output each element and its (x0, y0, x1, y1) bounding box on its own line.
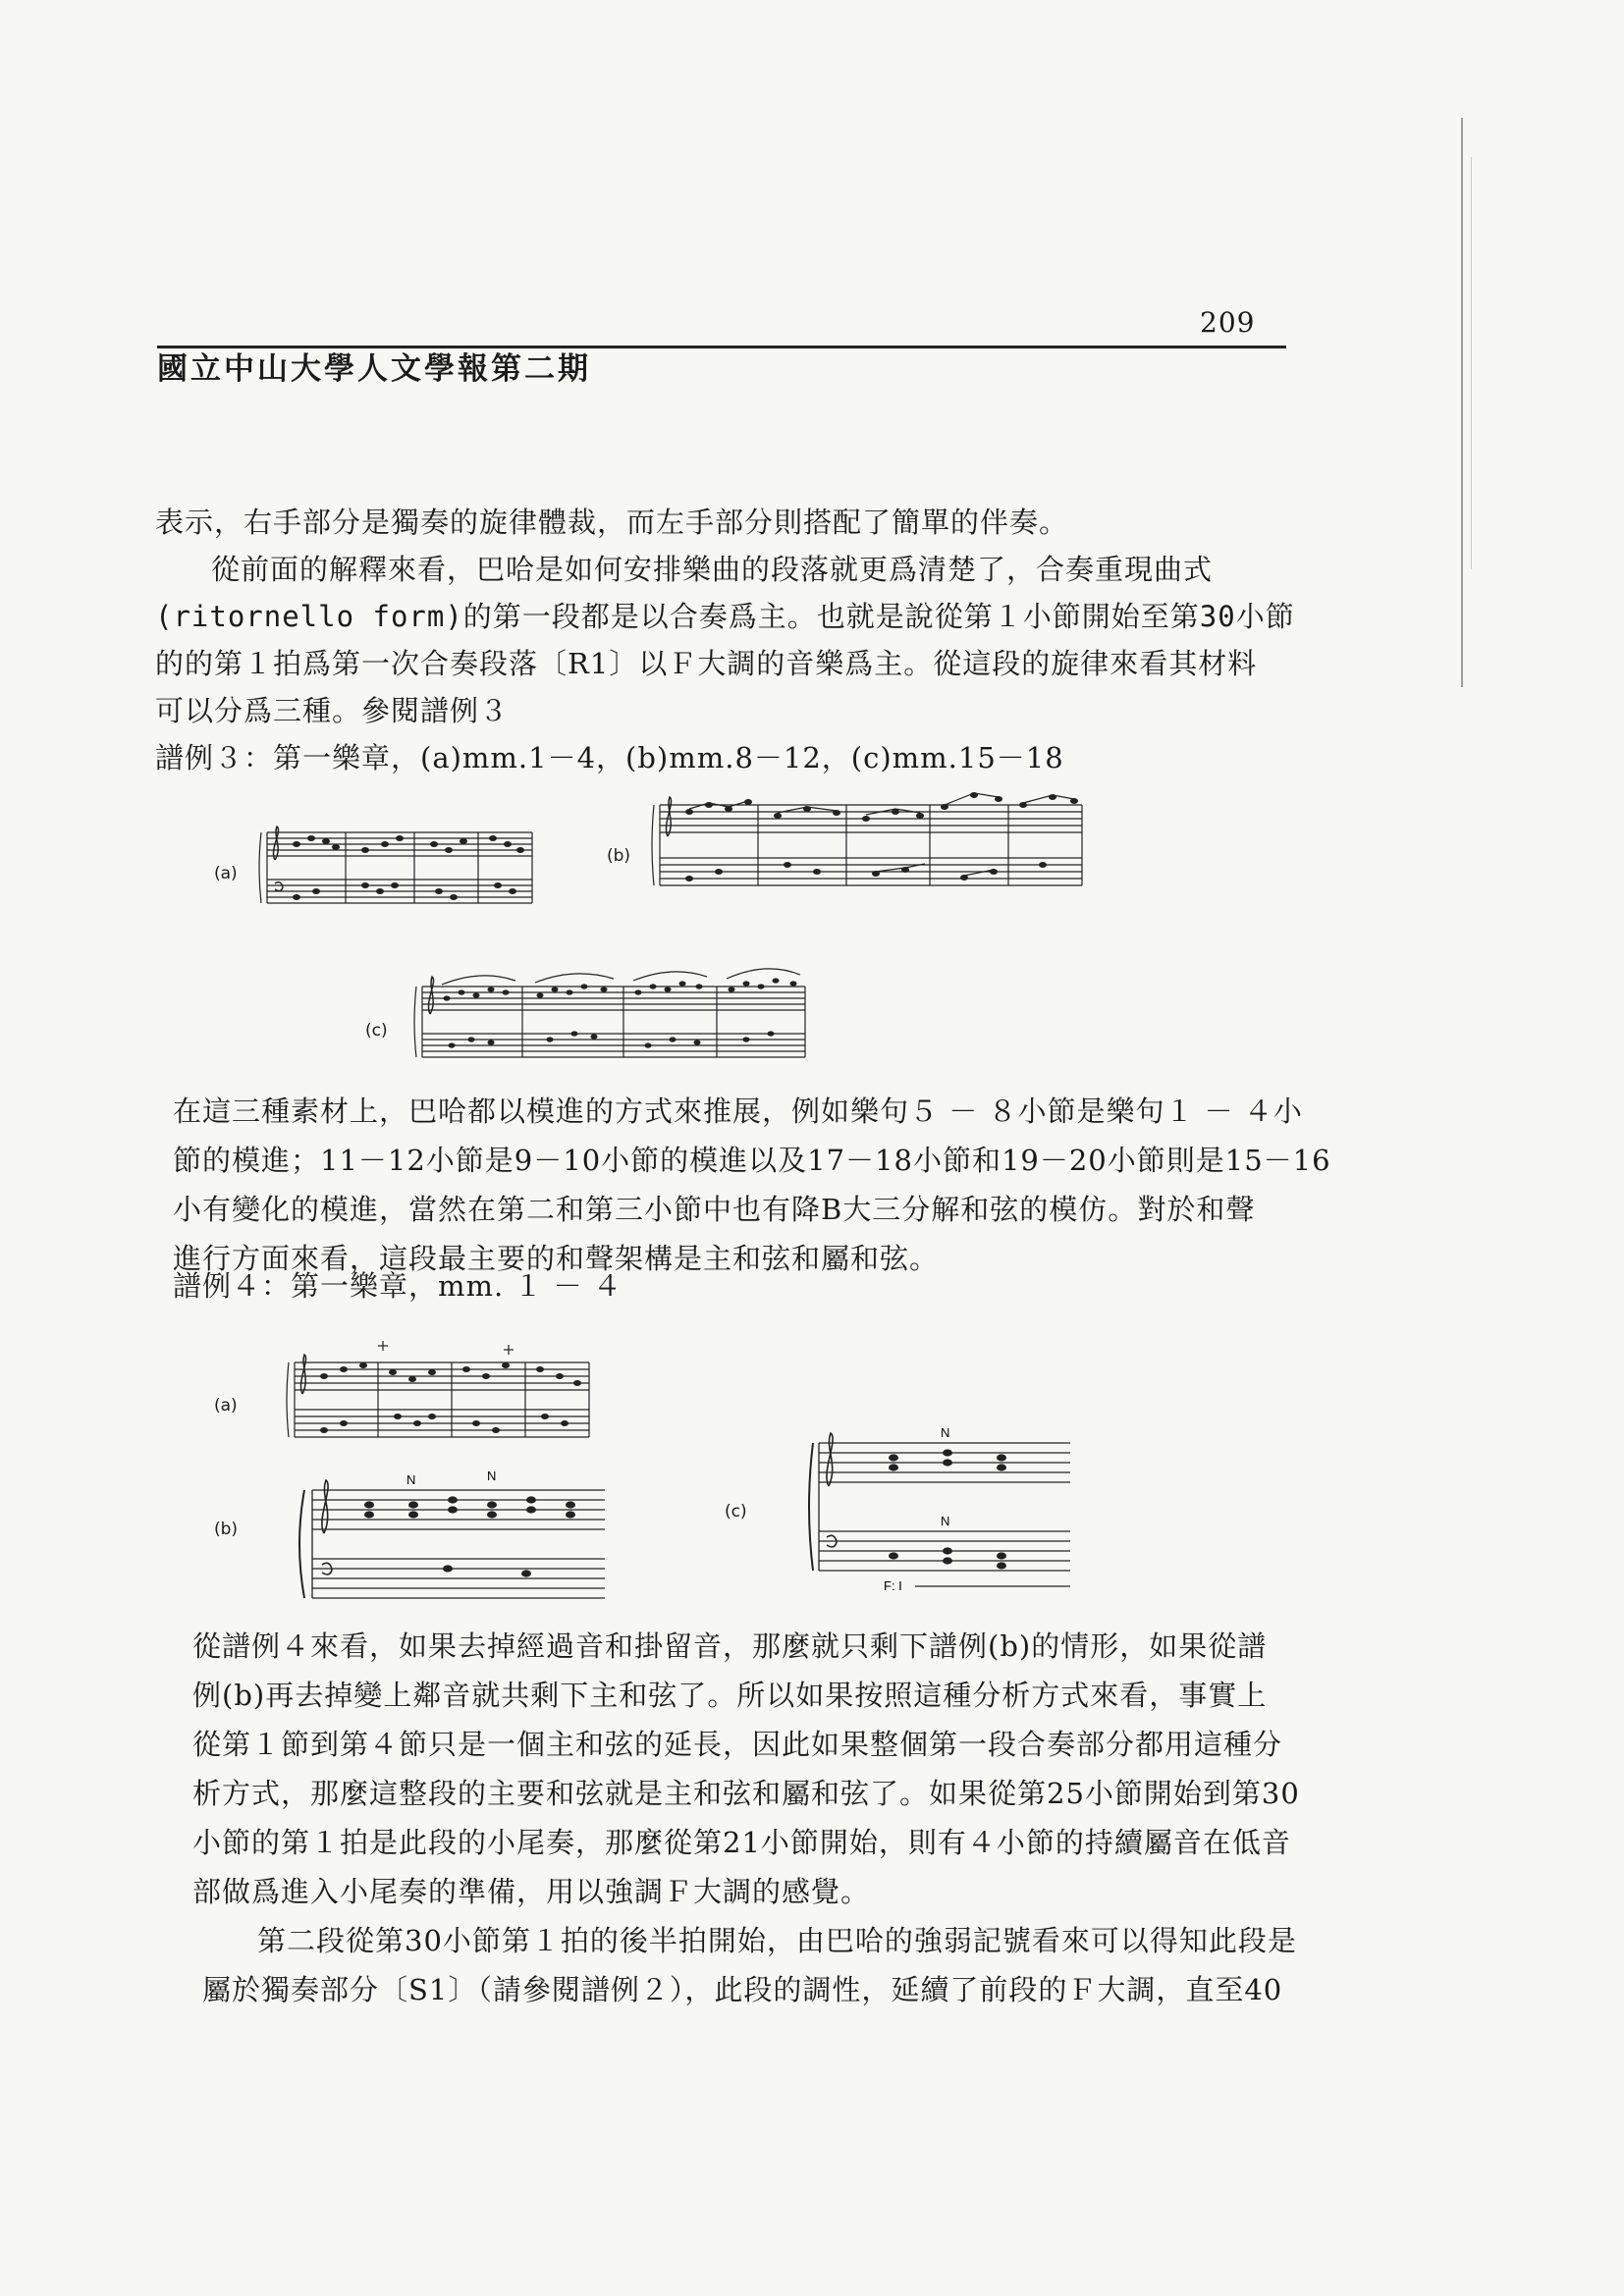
text-line: 在這三種素材上，巴哈都以模進的方式來推展，例如樂句５ － ８小節是樂句１ － ４小 (173, 1095, 1303, 1128)
text-line: 表示，右手部分是獨奏的旋律體裁，而左手部分則搭配了簡單的伴奏。 (155, 506, 1069, 539)
example-3a-label: (a) (214, 864, 238, 883)
text-line: 第二段從第30小節第１拍的後半拍開始，由巴哈的強弱記號看來可以得知此段是 (257, 1924, 1297, 1957)
text-line: 小節的第１拍是此段的小尾奏，那麼從第21小節開始，則有４小節的持續屬音在低音 (192, 1826, 1291, 1859)
text-line: 小有變化的模進，當然在第二和第三小節中也有降B大三分解和弦的模仿。對於和聲 (173, 1193, 1256, 1226)
example-3b-label: (b) (607, 846, 631, 866)
example-4c-score (805, 1414, 1080, 1593)
example-3-caption: 譜例３：第一樂章，(a)mm.1－4，(b)mm.8－12，(c)mm.15－18 (155, 741, 1064, 774)
neighbor-mark: N (941, 1514, 950, 1528)
example-3c-score (412, 957, 815, 1065)
text-line: 從前面的解釋來看，巴哈是如何安排樂曲的段落就更爲清楚了，合奏重現曲式 (211, 553, 1214, 586)
scan-margin-line (1471, 157, 1472, 569)
example-4a-score (285, 1333, 599, 1441)
text-line: 進行方面來看，這段最主要的和聲架構是主和弦和屬和弦。 (173, 1242, 940, 1275)
example-4b-label: (b) (214, 1520, 239, 1539)
example-3b-score (650, 785, 1092, 893)
text-line: 屬於獨奏部分〔S1〕（請參閱譜例２），此段的調性，延續了前段的Ｆ大調，直至40 (202, 1973, 1283, 2006)
example-4-caption: 譜例４：第一樂章，mm. １ － ４ (173, 1269, 623, 1303)
journal-title: 國立中山大學人文學報第二期 (157, 351, 591, 387)
example-3c-label: (c) (365, 1021, 388, 1041)
example-4b-score (291, 1451, 615, 1608)
text-line: 從譜例４來看，如果去掉經過音和掛留音，那麼就只剩下譜例(b)的情形，如果從譜 (192, 1629, 1268, 1663)
text-line: 例(b)再去掉變上鄰音就共剩下主和弦了。所以如果按照這種分析方式來看，事實上 (192, 1679, 1268, 1712)
text-line: 的的第１拍爲第一次合奏段落〔R1〕以Ｆ大調的音樂爲主。從這段的旋律來看其材料 (155, 647, 1258, 680)
neighbor-mark: N (406, 1472, 416, 1487)
example-4a-label: (a) (214, 1396, 238, 1415)
page-number: 209 (1200, 306, 1256, 339)
text-line: (ritornello form)的第一段都是以合奏爲主。也就是說從第１小節開始至第30小節 (155, 600, 1295, 633)
example-3a-score (257, 823, 542, 911)
example-4c-label: (c) (725, 1502, 747, 1522)
neighbor-mark: N (487, 1468, 497, 1483)
text-line: 部做爲進入小尾奏的準備，用以強調Ｆ大調的感覺。 (192, 1875, 871, 1908)
text-line: 可以分爲三種。參閱譜例３ (155, 694, 510, 727)
text-line: 從第１節到第４節只是一個主和弦的延長，因此如果整個第一段合奏部分都用這種分 (192, 1728, 1283, 1761)
text-line: 節的模進；11－12小節是9－10小節的模進以及17－18小節和19－20小節則是15－16 (173, 1144, 1331, 1177)
roman-numeral-label: F: I (884, 1578, 902, 1593)
neighbor-mark: N (941, 1425, 950, 1440)
scan-margin-line (1461, 118, 1463, 687)
text-line: 析方式，那麼這整段的主要和弦就是主和弦和屬和弦了。如果從第25小節開始到第30 (192, 1777, 1300, 1810)
